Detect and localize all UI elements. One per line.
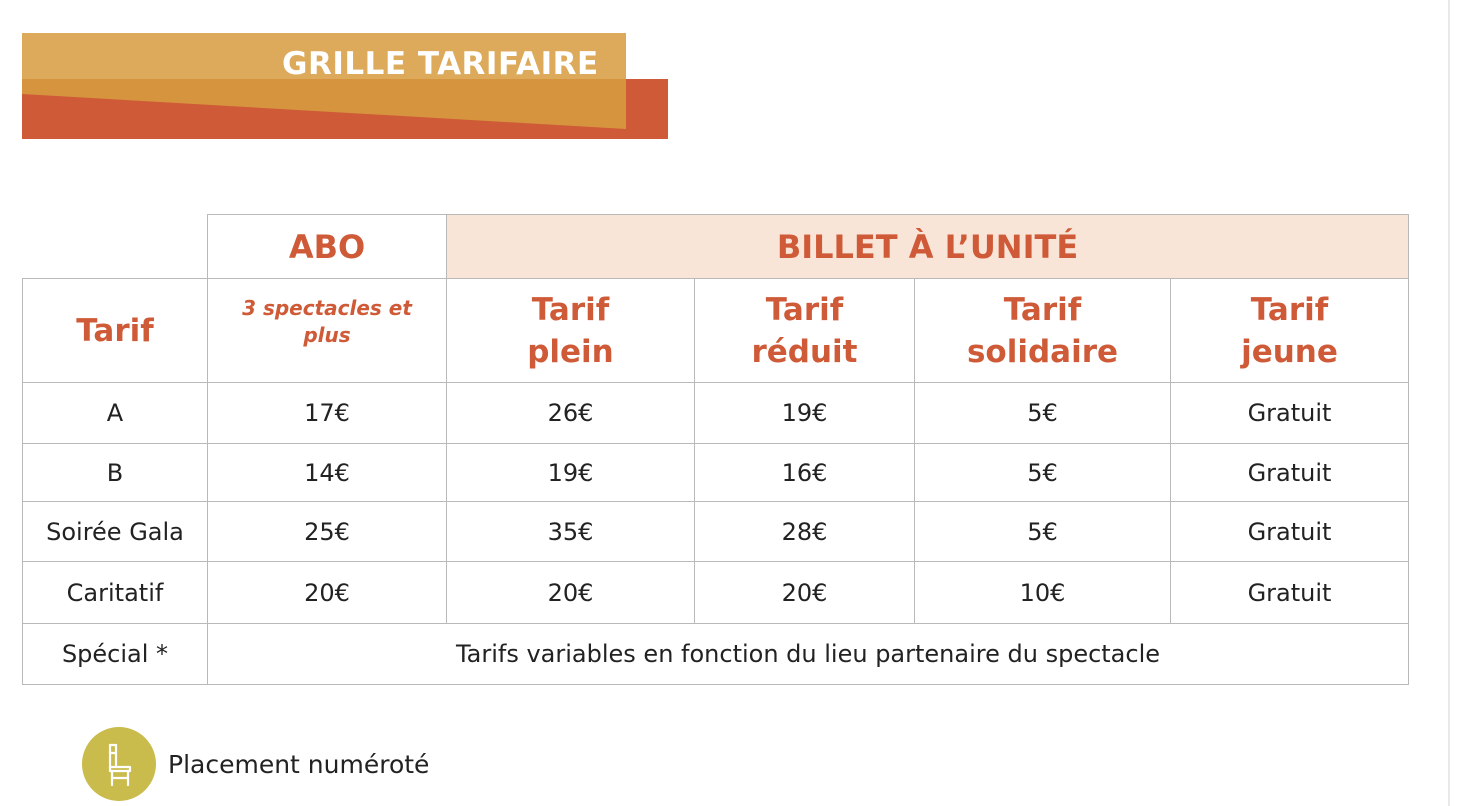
reduit-header-line2: réduit [751, 333, 858, 370]
solidaire-price: 5€ [915, 383, 1171, 444]
row-label: A [23, 383, 208, 444]
abo-price: 20€ [208, 562, 447, 624]
solidaire-price: 5€ [915, 444, 1171, 502]
abo-subheader: 3 spectacles et plus [208, 279, 447, 383]
special-row [23, 624, 1409, 685]
solidaire-price: 10€ [915, 562, 1171, 624]
plein-column-header [447, 279, 695, 383]
solidaire-header-line2: solidaire [966, 333, 1119, 370]
plein-price: 26€ [447, 383, 695, 444]
group-header-row [23, 215, 1409, 279]
page-title: GRILLE TARIFAIRE [282, 46, 599, 82]
table-row [23, 383, 1409, 444]
jeune-column-header [1171, 279, 1409, 383]
title-banner [0, 0, 700, 150]
special-note: Tarifs variables en fonction du lieu partenaire du spectacle [208, 624, 1409, 685]
reduit-price: 16€ [695, 444, 915, 502]
reduit-price: 20€ [695, 562, 915, 624]
table-row [23, 562, 1409, 624]
abo-header: ABO [208, 215, 447, 279]
legend [82, 727, 429, 801]
jeune-header-line1: Tarif [1250, 291, 1329, 328]
solidaire-header-line1: Tarif [1003, 291, 1082, 328]
solidaire-column-header [915, 279, 1171, 383]
row-label: B [23, 444, 208, 502]
right-divider [1448, 0, 1450, 806]
reduit-price: 19€ [695, 383, 915, 444]
billet-header: BILLET À L’UNITÉ [447, 215, 1409, 279]
plein-header-line2: plein [527, 333, 614, 370]
reduit-price: 28€ [695, 502, 915, 562]
jeune-price: Gratuit [1171, 444, 1409, 502]
plein-price: 20€ [447, 562, 695, 624]
jeune-price: Gratuit [1171, 383, 1409, 444]
chair-icon [102, 741, 136, 787]
empty-corner-cell [23, 215, 208, 279]
special-label: Spécial * [23, 624, 208, 685]
column-header-row [23, 279, 1409, 383]
reduit-column-header [695, 279, 915, 383]
plein-header-line1: Tarif [531, 291, 610, 328]
plein-price: 19€ [447, 444, 695, 502]
tariff-table [22, 214, 1409, 685]
solidaire-price: 5€ [915, 502, 1171, 562]
jeune-header-line2: jeune [1241, 333, 1338, 370]
tarif-column-header: Tarif [23, 279, 208, 383]
abo-price: 25€ [208, 502, 447, 562]
plein-price: 35€ [447, 502, 695, 562]
legend-badge [82, 727, 156, 801]
reduit-header-line1: Tarif [765, 291, 844, 328]
jeune-price: Gratuit [1171, 502, 1409, 562]
legend-label: Placement numéroté [168, 749, 430, 779]
jeune-price: Gratuit [1171, 562, 1409, 624]
table-row [23, 502, 1409, 562]
row-label: Soirée Gala [23, 502, 208, 562]
table-row [23, 444, 1409, 502]
abo-price: 17€ [208, 383, 447, 444]
row-label: Caritatif [23, 562, 208, 624]
abo-price: 14€ [208, 444, 447, 502]
